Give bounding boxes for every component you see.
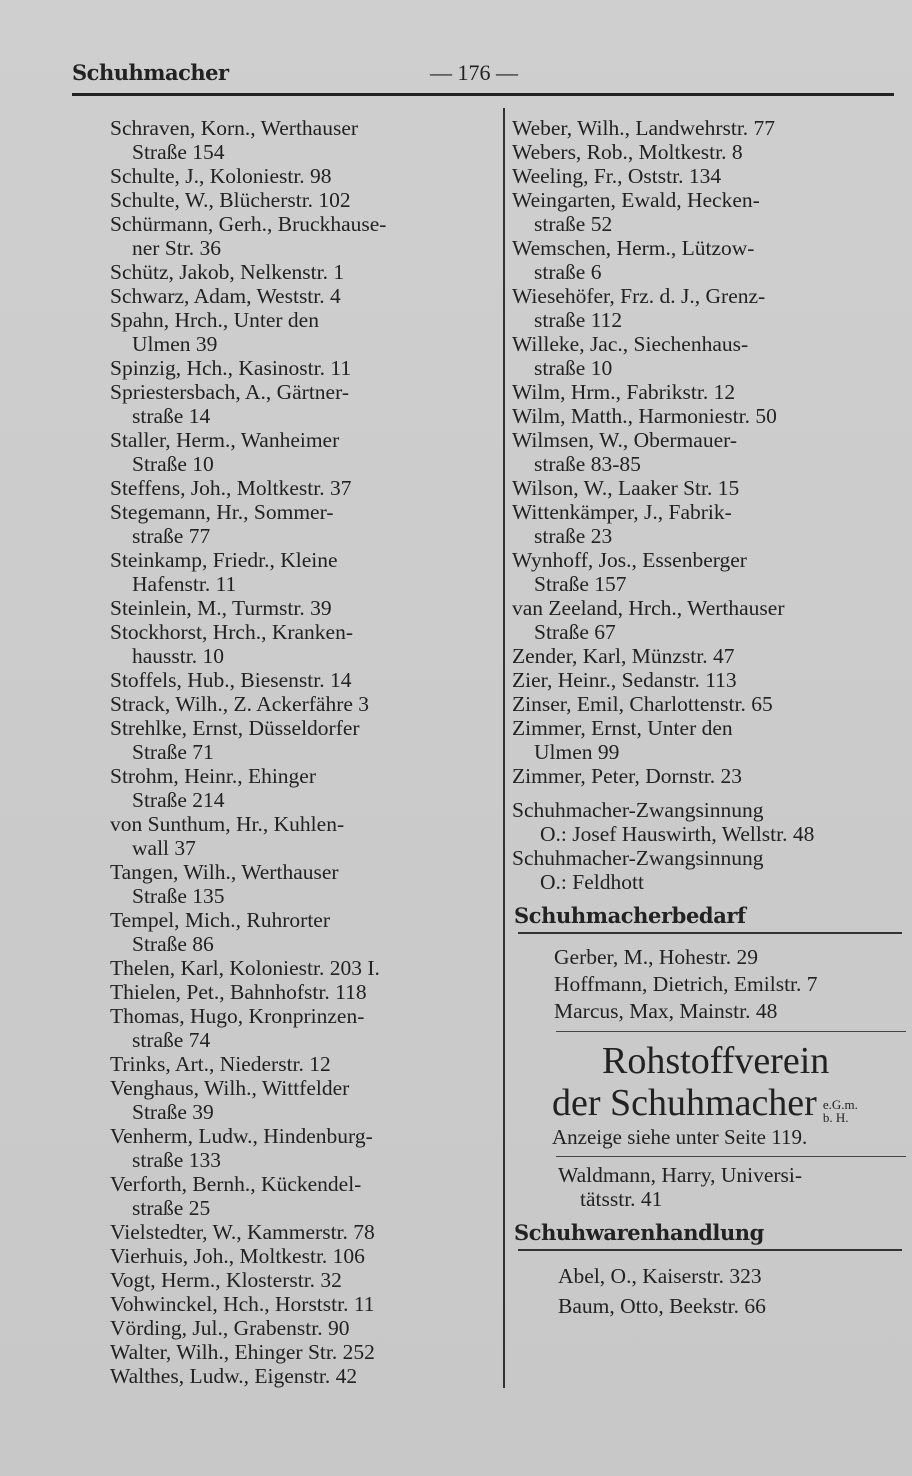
- entry-line: Vierhuis, Joh., Moltkestr. 106: [110, 1244, 365, 1268]
- entry-line: Zinser, Emil, Charlottenstr. 65: [512, 692, 773, 716]
- ad-title-text: der Schuhmacher: [552, 1082, 817, 1124]
- directory-entry: [110, 1292, 485, 1316]
- entry-line: Wilson, W., Laaker Str. 15: [512, 476, 740, 500]
- entry-line: Weeling, Fr., Oststr. 134: [512, 164, 722, 188]
- entry-continuation: Straße 157: [534, 572, 627, 596]
- directory-entry: [110, 1172, 485, 1220]
- right-entries: [512, 116, 907, 788]
- entry-line: Vielstedter, W., Kammerstr. 78: [110, 1220, 375, 1244]
- entry-line: Weber, Wilh., Landwehrstr. 77: [512, 116, 776, 140]
- right-column: [512, 116, 907, 1321]
- section-rule: [518, 932, 902, 934]
- entry-line: Vörding, Jul., Grabenstr. 90: [110, 1316, 350, 1340]
- directory-entry: [512, 380, 907, 404]
- entry-line: Steffens, Joh., Moltkestr. 37: [110, 476, 352, 500]
- entry-continuation: Ulmen 39: [132, 332, 218, 356]
- left-column: [110, 116, 485, 1388]
- directory-entry: [110, 476, 485, 500]
- directory-entry: [110, 1124, 485, 1172]
- entry-continuation: ner Str. 36: [132, 236, 221, 260]
- entry-line: Strack, Wilh., Z. Ackerfähre 3: [110, 692, 370, 716]
- directory-entry: [110, 860, 485, 908]
- ad-suffix-top: e.G.m.: [822, 1097, 858, 1112]
- after-ad-line2: tätsstr. 41: [580, 1187, 663, 1211]
- entry-line: Venherm, Ludw., Hindenburg-: [110, 1124, 373, 1148]
- ad-title-line2: [552, 1082, 907, 1124]
- entry-line: Willeke, Jac., Siechenhaus-: [512, 332, 749, 356]
- directory-entry: [512, 332, 907, 380]
- entry-line: Walter, Wilh., Ehinger Str. 252: [110, 1340, 375, 1364]
- entry-line: Strehlke, Ernst, Düsseldorfer: [110, 716, 360, 740]
- entry-line: Schraven, Korn., Werthauser: [110, 116, 359, 140]
- entry-line: Thomas, Hugo, Kronprinzen-: [110, 1004, 365, 1028]
- directory-entry: [512, 644, 907, 668]
- entry-line: Spahn, Hrch., Unter den: [110, 308, 319, 332]
- after-ad-entry: [512, 1163, 907, 1211]
- directory-entry: [110, 548, 485, 596]
- directory-entry: [110, 308, 485, 356]
- directory-entry: [512, 140, 907, 164]
- directory-entry: [110, 668, 485, 692]
- entry-continuation: Straße 86: [132, 932, 214, 956]
- entry-line: Vogt, Herm., Klosterstr. 32: [110, 1268, 342, 1292]
- entry-line: Verforth, Bernh., Kückendel-: [110, 1172, 362, 1196]
- directory-entry: [512, 164, 907, 188]
- directory-entry: [110, 212, 485, 260]
- entry-continuation: hausstr. 10: [132, 644, 224, 668]
- entry-continuation: straße 52: [534, 212, 613, 236]
- directory-entry: Abel, O., Kaiserstr. 323: [558, 1264, 762, 1288]
- directory-entry: [110, 116, 485, 164]
- entry-line: Spinzig, Hch., Kasinostr. 11: [110, 356, 352, 380]
- entry-line: Stegemann, Hr., Sommer-: [110, 500, 334, 524]
- entry-line: Steinlein, M., Turmstr. 39: [110, 596, 332, 620]
- advertisement: [512, 1040, 907, 1150]
- directory-entry: [512, 284, 907, 332]
- directory-entry: [512, 764, 907, 788]
- ad-reference: Anzeige siehe unter Seite 119.: [552, 1125, 808, 1149]
- entry-continuation: Straße 10: [132, 452, 214, 476]
- entry-line: Schütz, Jakob, Nelkenstr. 1: [110, 260, 345, 284]
- directory-entry: [110, 1316, 485, 1340]
- directory-entry: [512, 500, 907, 548]
- directory-entry: [110, 908, 485, 956]
- directory-entry: [110, 356, 485, 380]
- entry-continuation: straße 6: [534, 260, 602, 284]
- ad-rule-bottom: [556, 1156, 906, 1157]
- section-header: Schuhmacher: [72, 60, 229, 85]
- guild-entry: [512, 846, 907, 894]
- entry-line: Venghaus, Wilh., Wittfelder: [110, 1076, 350, 1100]
- guild-detail: O.: Josef Hauswirth, Wellstr. 48: [540, 822, 815, 846]
- directory-entry: [110, 188, 485, 212]
- directory-entry: [512, 116, 907, 140]
- entry-continuation: straße 25: [132, 1196, 211, 1220]
- directory-entry: [110, 596, 485, 620]
- entry-line: Wittenkämper, J., Fabrik-: [512, 500, 732, 524]
- entry-continuation: straße 23: [534, 524, 613, 548]
- entry-line: Tangen, Wilh., Werthauser: [110, 860, 339, 884]
- ad-suffix: [823, 1098, 858, 1124]
- directory-entry: Hoffmann, Dietrich, Emilstr. 7: [554, 972, 818, 996]
- entry-line: Webers, Rob., Moltkestr. 8: [512, 140, 743, 164]
- directory-entry: [512, 476, 907, 500]
- entry-line: Wilm, Matth., Harmoniestr. 50: [512, 404, 777, 428]
- section-heading-bedarf: Schuhmacherbedarf: [514, 903, 746, 928]
- directory-entry: Baum, Otto, Beekstr. 66: [558, 1294, 766, 1318]
- entry-line: Schulte, W., Blücherstr. 102: [110, 188, 351, 212]
- entry-continuation: Straße 214: [132, 788, 225, 812]
- entry-continuation: Straße 71: [132, 740, 214, 764]
- directory-entry: [512, 188, 907, 236]
- directory-entry: [512, 716, 907, 764]
- entry-continuation: Straße 39: [132, 1100, 214, 1124]
- entry-line: Wilmsen, W., Obermauer-: [512, 428, 737, 452]
- entry-line: Stockhorst, Hrch., Kranken-: [110, 620, 354, 644]
- entry-continuation: straße 10: [534, 356, 613, 380]
- entry-line: Schulte, J., Koloniestr. 98: [110, 164, 332, 188]
- directory-entry: [512, 668, 907, 692]
- directory-entry: [512, 404, 907, 428]
- section-rule: [518, 1249, 902, 1251]
- ad-title-line1: Rohstoffverein: [602, 1040, 830, 1082]
- directory-entry: Gerber, M., Hohestr. 29: [554, 945, 758, 969]
- entry-line: Wynhoff, Jos., Essenberger: [512, 548, 747, 572]
- entry-continuation: Straße 135: [132, 884, 225, 908]
- directory-entry: [512, 692, 907, 716]
- entry-line: Weingarten, Ewald, Hecken-: [512, 188, 760, 212]
- entry-line: Wemschen, Herm., Lützow-: [512, 236, 755, 260]
- entry-line: von Sunthum, Hr., Kuhlen-: [110, 812, 345, 836]
- directory-entry: [512, 428, 907, 476]
- directory-entry: [110, 692, 485, 716]
- page-number: — 176 —: [430, 60, 518, 85]
- entry-continuation: straße 133: [132, 1148, 221, 1172]
- entry-line: Zier, Heinr., Sedanstr. 113: [512, 668, 737, 692]
- guild-entry: [512, 798, 907, 846]
- entry-line: Tempel, Mich., Ruhrorter: [110, 908, 331, 932]
- directory-entry: [512, 548, 907, 596]
- directory-entry: [110, 1268, 485, 1292]
- directory-entry: [110, 980, 485, 1004]
- entry-line: Wilm, Hrm., Fabrikstr. 12: [512, 380, 736, 404]
- waren-entries: [512, 1261, 907, 1321]
- entry-line: van Zeeland, Hrch., Werthauser: [512, 596, 785, 620]
- guild-list: [512, 798, 907, 894]
- entry-continuation: straße 74: [132, 1028, 211, 1052]
- entry-line: Wiesehöfer, Frz. d. J., Grenz-: [512, 284, 766, 308]
- directory-entry: [512, 236, 907, 284]
- entry-line: Vohwinckel, Hch., Horststr. 11: [110, 1292, 375, 1316]
- directory-entry: [110, 1220, 485, 1244]
- entry-line: Stoffels, Hub., Biesenstr. 14: [110, 668, 352, 692]
- entry-line: Schürmann, Gerh., Bruckhause-: [110, 212, 387, 236]
- entry-line: Staller, Herm., Wanheimer: [110, 428, 340, 452]
- directory-entry: [110, 1004, 485, 1052]
- entry-line: Zimmer, Peter, Dornstr. 23: [512, 764, 742, 788]
- directory-entry: [512, 596, 907, 644]
- guild-name: Schuhmacher-Zwangsinnung: [512, 846, 764, 870]
- ad-suffix-bottom: b. H.: [822, 1110, 849, 1125]
- entry-continuation: straße 77: [132, 524, 211, 548]
- entry-line: Walthes, Ludw., Eigenstr. 42: [110, 1364, 358, 1388]
- entry-line: Strohm, Heinr., Ehinger: [110, 764, 317, 788]
- entry-continuation: Straße 67: [534, 620, 616, 644]
- directory-entry: [110, 716, 485, 764]
- directory-entry: [110, 260, 485, 284]
- guild-name: Schuhmacher-Zwangsinnung: [512, 798, 764, 822]
- entry-line: Spriestersbach, A., Gärtner-: [110, 380, 349, 404]
- ad-rule-top: [556, 1031, 906, 1032]
- directory-entry: [110, 284, 485, 308]
- directory-entry: [110, 1340, 485, 1364]
- column-divider: [503, 108, 505, 1388]
- directory-entry: [110, 764, 485, 812]
- entry-continuation: straße 112: [534, 308, 623, 332]
- section-heading-warenhandlung: Schuhwarenhandlung: [514, 1220, 764, 1245]
- entry-continuation: Straße 154: [132, 140, 225, 164]
- directory-entry: [110, 620, 485, 668]
- entry-line: Schwarz, Adam, Weststr. 4: [110, 284, 341, 308]
- directory-entry: [110, 1076, 485, 1124]
- directory-entry: [110, 380, 485, 428]
- entry-line: Thielen, Pet., Bahnhofstr. 118: [110, 980, 367, 1004]
- directory-entry: [110, 812, 485, 860]
- entry-line: Zimmer, Ernst, Unter den: [512, 716, 733, 740]
- directory-entry: [110, 1052, 485, 1076]
- guild-detail: O.: Feldhott: [540, 870, 644, 894]
- bedarf-entries: [512, 944, 907, 1025]
- entry-line: Steinkamp, Friedr., Kleine: [110, 548, 338, 572]
- entry-continuation: straße 14: [132, 404, 211, 428]
- after-ad-line1: Waldmann, Harry, Universi-: [558, 1163, 803, 1187]
- entry-line: Thelen, Karl, Koloniestr. 203 I.: [110, 956, 380, 980]
- entry-line: Zender, Karl, Münzstr. 47: [512, 644, 735, 668]
- header-rule: [72, 93, 894, 96]
- entry-continuation: wall 37: [132, 836, 196, 860]
- directory-entry: [110, 1244, 485, 1268]
- directory-entry: Marcus, Max, Mainstr. 48: [554, 999, 778, 1023]
- entry-line: Trinks, Art., Niederstr. 12: [110, 1052, 331, 1076]
- directory-entry: [110, 500, 485, 548]
- directory-entry: [110, 164, 485, 188]
- entry-continuation: straße 83-85: [534, 452, 641, 476]
- entry-continuation: Hafenstr. 11: [132, 572, 237, 596]
- directory-entry: [110, 956, 485, 980]
- directory-entry: [110, 428, 485, 476]
- directory-entry: [110, 1364, 485, 1388]
- entry-continuation: Ulmen 99: [534, 740, 620, 764]
